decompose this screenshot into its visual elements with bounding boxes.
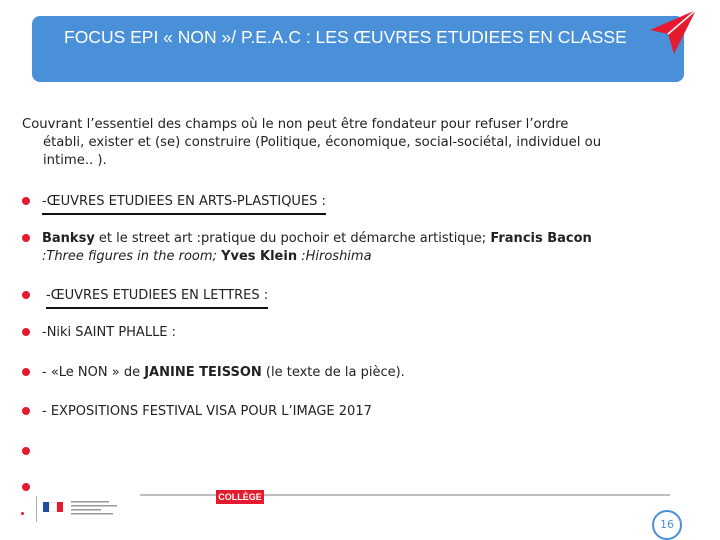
artist-bacon: Francis Bacon <box>490 231 592 246</box>
bullet-text: -ŒUVRES ETUDIEES EN ARTS-PLASTIQUES : <box>42 193 326 215</box>
ministry-text-lines <box>71 500 121 518</box>
college-logo: COLLÈGE <box>216 490 264 504</box>
arrow-logo-icon <box>646 6 698 58</box>
le-non-suffix: (le texte de la pièce). <box>261 365 405 380</box>
bullet-dot <box>22 368 30 376</box>
artist-klein: Yves Klein <box>221 249 298 264</box>
french-flag-icon <box>43 502 63 512</box>
bullet-dot <box>22 234 30 242</box>
ministry-logo <box>36 496 127 522</box>
banksy-description: et le street art :pratique du pochoir et démarche artistique; <box>94 231 491 246</box>
bullet-dot <box>22 483 30 491</box>
bullet-text: - EXPOSITIONS FESTIVAL VISA POUR L’IMAGE 2017 <box>42 404 372 419</box>
bullet-dot <box>22 328 30 336</box>
bullet-text <box>42 364 405 382</box>
intro-line-3: intime.. ). <box>43 153 107 168</box>
intro-line-1: Couvrant l’essentiel des champs où le non peut être fondateur pour refuser l’ordre <box>22 117 569 132</box>
bacon-work: :Three figures in the room; <box>42 249 222 264</box>
bullet-text: -Niki SAINT PHALLE : <box>42 325 177 340</box>
bullet-text <box>42 230 682 266</box>
bullet-dot <box>22 291 30 299</box>
bullet-dot <box>22 197 30 205</box>
page-number: 16 <box>652 510 682 540</box>
bullet-dot <box>22 407 30 415</box>
le-non-prefix: - «Le NON » de <box>42 365 145 380</box>
footer-dot <box>21 512 24 515</box>
author-name: JANINE TEISSON <box>144 365 262 380</box>
page-title: FOCUS EPI « NON »/ P.E.A.C : LES ŒUVRES ETUDIEES EN CLASSE <box>64 27 627 47</box>
intro-line-2: établi, exister et (se) construire (Politique, économique, social-sociétal, individuel ou <box>43 135 602 150</box>
intro-paragraph <box>22 116 697 170</box>
artist-banksy: Banksy <box>42 231 95 246</box>
bullet-dot <box>22 447 30 455</box>
klein-work: :Hiroshima <box>297 249 372 264</box>
bullet-text: -ŒUVRES ETUDIEES EN LETTRES : <box>46 287 268 309</box>
